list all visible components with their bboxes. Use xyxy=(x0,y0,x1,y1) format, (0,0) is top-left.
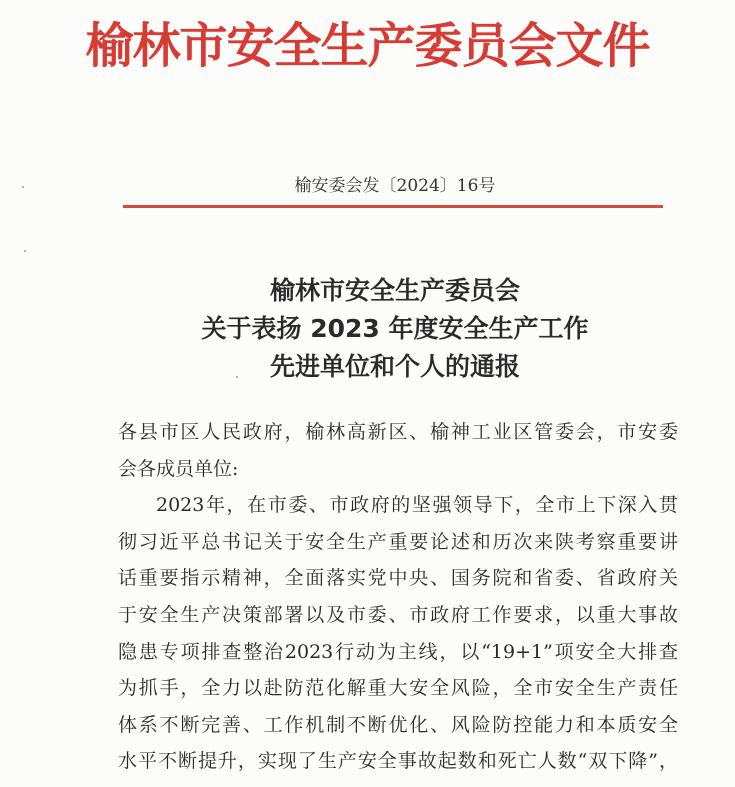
salutation-line-1: 各县市区人民政府，榆林高新区、榆神工业区管委会，市安委 xyxy=(118,421,678,443)
body-line-7: 体系不断完善、工作机制不断优化、风险防控能力和本质安全 xyxy=(118,713,678,736)
body-line-6: 为抓手，全力以赴防范化解重大安全风险，全市安全生产责任 xyxy=(118,677,678,700)
title-line-3: 先进单位和个人的通报 xyxy=(269,352,520,381)
red-divider-line xyxy=(123,205,663,208)
salutation-line-2: 会各成员单位: xyxy=(118,457,239,480)
scan-speck xyxy=(236,376,238,378)
title-line-1: 榆林市安全生产委员会 xyxy=(269,276,520,305)
document-header-title: 榆林市安全生产委员会文件 xyxy=(85,18,650,74)
scan-speck xyxy=(24,250,26,252)
body-line-8: 水平不断提升，实现了生产安全事故起数和死亡人数“双下降”， xyxy=(118,750,678,773)
body-line-5: 隐患专项排查整治2023行动为主线，以“19+1”项安全大排查 xyxy=(118,640,678,663)
document-body xyxy=(118,414,678,780)
body-line-3: 话重要指示精神，全面落实党中央、国务院和省委、省政府关 xyxy=(118,567,678,590)
document-number: 榆安委会发〔2024〕16号 xyxy=(294,176,496,196)
scan-speck xyxy=(22,186,24,188)
body-line-2: 彻习近平总书记关于安全生产重要论述和历次来陕考察重要讲 xyxy=(118,530,678,553)
body-line-4: 于安全生产决策部署以及市委、市政府工作要求，以重大事故 xyxy=(118,603,678,626)
body-line-1: 2023年，在市委、市政府的坚强领导下，全市上下深入贯 xyxy=(156,494,678,517)
document-title xyxy=(0,272,735,386)
title-line-2: 关于表扬 2023 年度安全生产工作 xyxy=(201,314,589,343)
